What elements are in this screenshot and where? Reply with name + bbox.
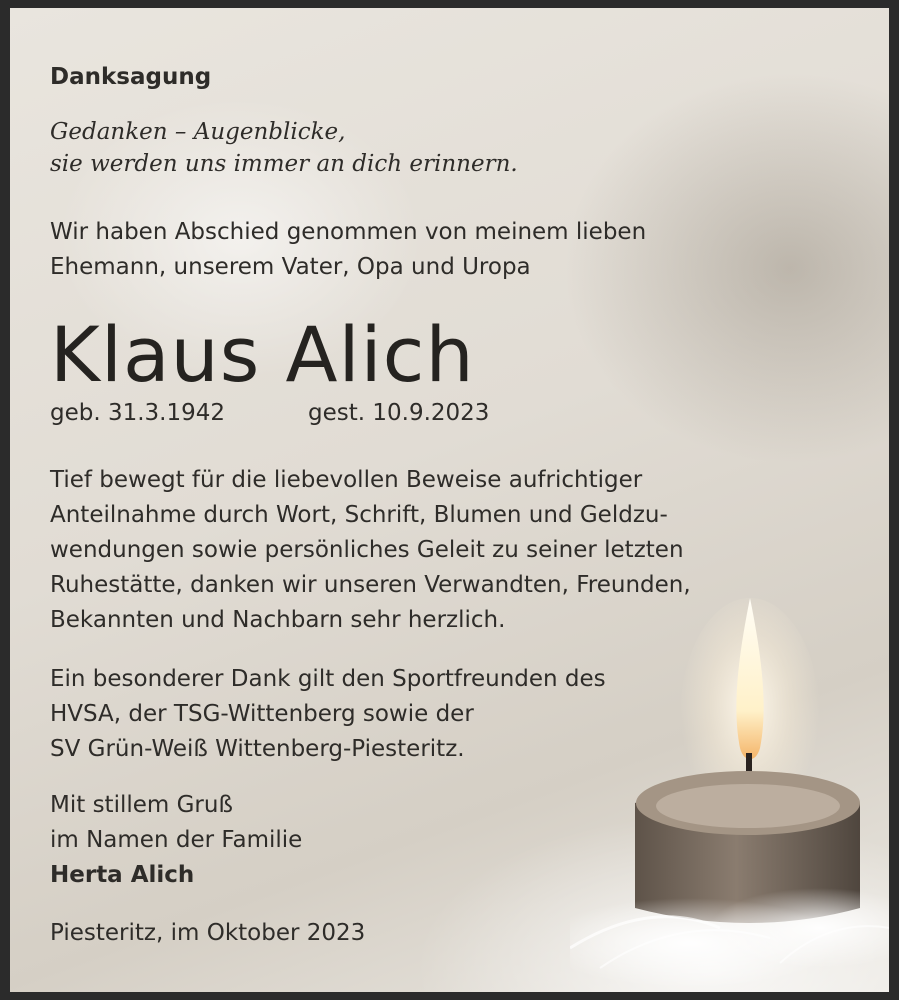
candle-icon (570, 568, 889, 988)
deceased-name: Klaus Alich (50, 310, 475, 399)
life-dates (50, 400, 489, 426)
thanks-line: Ruhestätte, danken wir unseren Verwandten, Freunden, (50, 572, 691, 598)
special-thanks-line: Ein besonderer Dank gilt den Sportfreunden des (50, 666, 606, 692)
thanks-line: Bekannten und Nachbarn sehr herzlich. (50, 607, 506, 633)
thanks-line: Anteilnahme durch Wort, Schrift, Blumen und Geldzu- (50, 502, 668, 528)
signature: Herta Alich (50, 862, 195, 888)
closing-text (50, 788, 302, 893)
special-thanks-line: HVSA, der TSG-Wittenberg sowie der (50, 701, 474, 727)
intro-text (50, 215, 646, 285)
intro-line: Ehemann, unserem Vater, Opa und Uropa (50, 254, 531, 280)
quote (50, 116, 518, 180)
closing-line: Mit stillem Gruß (50, 792, 233, 818)
obituary-card (10, 8, 889, 992)
death-date: gest. 10.9.2023 (308, 400, 490, 426)
special-thanks-line: SV Grün-Weiß Wittenberg-Piesteritz. (50, 736, 465, 762)
special-thanks-text (50, 662, 606, 767)
thanks-line: wendungen sowie persönliches Geleit zu seiner letzten (50, 537, 684, 563)
birth-date: geb. 31.3.1942 (50, 400, 226, 426)
closing-line: im Namen der Familie (50, 827, 303, 853)
heading: Danksagung (50, 64, 212, 90)
thanks-line: Tief bewegt für die liebevollen Beweise aufrichtiger (50, 467, 643, 493)
intro-line: Wir haben Abschied genommen von meinem lieben (50, 219, 647, 245)
quote-line: sie werden uns immer an dich erinnern. (50, 151, 518, 177)
place-date: Piesteritz, im Oktober 2023 (50, 920, 366, 946)
quote-line: Gedanken – Augenblicke, (50, 119, 346, 145)
